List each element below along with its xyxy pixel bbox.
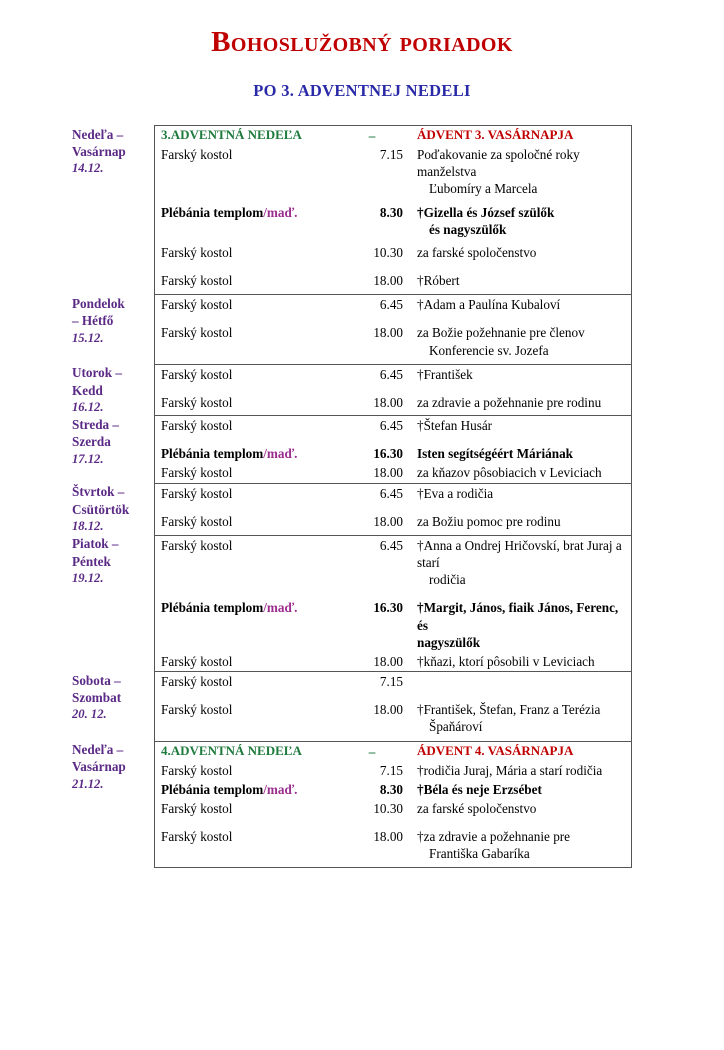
event-place xyxy=(155,444,339,463)
day-name-sk: Streda – xyxy=(72,416,120,432)
spacer xyxy=(155,818,631,827)
event-intention-line1: †Margit, János, fiaik János, Ferenc, és xyxy=(417,600,619,633)
day-date: 20. 12. xyxy=(72,707,107,722)
day-events-cell xyxy=(155,416,632,483)
table-row xyxy=(72,416,632,483)
event-intention-line2: nagyszülők xyxy=(417,634,481,650)
day-date: 17.12. xyxy=(72,451,104,466)
events-table xyxy=(155,416,631,482)
event-intention xyxy=(411,598,631,651)
event-intention: †Róbert xyxy=(417,273,460,289)
events-table xyxy=(155,536,631,671)
event-place-text: Plébánia templom xyxy=(161,204,264,220)
event-place: Farský kostol xyxy=(161,147,233,163)
event-time: 18.00 xyxy=(373,702,403,718)
event-time: 16.30 xyxy=(373,600,403,616)
day-events-cell xyxy=(155,535,632,671)
events-table xyxy=(155,365,631,412)
day-date: 18.12. xyxy=(72,518,104,533)
event-row xyxy=(155,145,631,198)
event-row xyxy=(155,536,631,589)
event-time: 6.45 xyxy=(379,366,403,382)
event-place: Farský kostol xyxy=(161,325,233,341)
day-name-hu: Kedd xyxy=(72,382,103,398)
event-time: 16.30 xyxy=(373,446,403,462)
day-label-cell xyxy=(72,364,155,415)
day-name-sk: Štvrtok – xyxy=(72,484,125,500)
event-intention-line1: za Božie požehnanie pre členov xyxy=(417,325,585,341)
day-label-cell xyxy=(72,483,155,535)
document-page xyxy=(0,26,724,1050)
spacer xyxy=(155,503,631,512)
day-name-sk: Piatok – xyxy=(72,536,119,552)
table-row xyxy=(72,535,632,671)
day-events-cell xyxy=(155,741,632,868)
event-row xyxy=(155,365,631,384)
event-intention-line1: †Anna a Ondrej Hričovskí, brat Juraj a starí xyxy=(417,537,622,571)
day-date: 16.12. xyxy=(72,400,104,415)
event-place: Farský kostol xyxy=(161,418,233,434)
event-time: 8.30 xyxy=(379,781,403,797)
event-intention: za kňazov pôsobiacich v Leviciach xyxy=(417,465,602,481)
event-time: 7.15 xyxy=(379,762,403,778)
event-time: 18.00 xyxy=(373,513,403,529)
event-time: 7.15 xyxy=(379,674,403,690)
spacer xyxy=(155,360,631,364)
event-intention: †Adam a Paulína Kubaloví xyxy=(417,297,561,313)
spacer-row xyxy=(155,360,631,364)
day-label-cell xyxy=(72,416,155,483)
event-intention xyxy=(411,672,631,691)
event-row xyxy=(155,416,631,435)
event-time: 18.00 xyxy=(373,829,403,845)
page-title: Bohoslužobný poriadok xyxy=(211,26,513,58)
event-intention: Isten segítségéért Máriának xyxy=(417,446,574,462)
day-date: 19.12. xyxy=(72,571,104,586)
spacer-row xyxy=(155,384,631,393)
spacer-row xyxy=(155,863,631,867)
spacer xyxy=(155,314,631,323)
schedule-container xyxy=(0,125,724,868)
event-intention: za zdravie a požehnanie pre rodinu xyxy=(417,394,602,410)
day-name-hu: Vasárnap xyxy=(72,759,126,775)
spacer-row xyxy=(155,290,631,294)
spacer-row xyxy=(155,818,631,827)
event-place: Farský kostol xyxy=(161,800,233,816)
feast-name-sk: 4.ADVENTNÁ NEDEĽA xyxy=(161,742,302,758)
day-events-cell xyxy=(155,126,632,295)
event-place-lang: /maď. xyxy=(263,600,298,616)
spacer-row xyxy=(155,691,631,700)
events-table xyxy=(155,295,631,363)
day-events-cell xyxy=(155,672,632,741)
event-intention-line2: rodičia xyxy=(429,572,466,588)
spacer-row xyxy=(155,314,631,323)
event-place: Farský kostol xyxy=(161,366,233,382)
event-intention-line1: Poďakovanie za spoločné roky manželstva xyxy=(417,147,580,180)
feast-header-row xyxy=(155,742,631,761)
feast-header-row xyxy=(155,126,631,145)
spacer-row xyxy=(155,262,631,271)
event-place xyxy=(155,203,339,239)
spacer xyxy=(155,384,631,393)
day-label-cell xyxy=(72,126,155,295)
event-intention: †Štefan Husár xyxy=(417,418,493,434)
day-date: 21.12. xyxy=(72,776,104,791)
day-name-sk: Nedeľa – xyxy=(72,126,124,142)
event-place: Farský kostol xyxy=(161,537,233,553)
day-name-hu: Szerda xyxy=(72,434,111,450)
event-row xyxy=(155,393,631,412)
day-name-sk: Utorok – xyxy=(72,365,122,381)
feast-dash: – xyxy=(368,128,376,143)
event-place-lang: /maď. xyxy=(263,446,298,462)
event-row xyxy=(155,203,631,239)
spacer xyxy=(155,435,631,444)
event-intention-line2: Františka Gabaríka xyxy=(429,846,530,862)
event-row xyxy=(155,243,631,262)
feast-name-hu: ÁDVENT 3. VASÁRNAPJA xyxy=(417,127,574,142)
event-place-lang: /maď. xyxy=(263,204,298,220)
event-place-text: Plébánia templom xyxy=(161,446,264,462)
event-row xyxy=(155,761,631,780)
events-table xyxy=(155,484,631,535)
event-time: 6.45 xyxy=(379,418,403,434)
day-name-sk: Sobota – xyxy=(72,672,121,688)
table-row xyxy=(72,364,632,415)
table-row xyxy=(72,741,632,868)
event-row xyxy=(155,799,631,818)
spacer xyxy=(155,863,631,867)
event-place: Farský kostol xyxy=(161,244,233,260)
event-time: 6.45 xyxy=(379,537,403,553)
event-place: Farský kostol xyxy=(161,702,233,718)
event-place xyxy=(155,598,339,651)
events-table xyxy=(155,742,631,868)
event-time: 10.30 xyxy=(373,244,403,260)
table-row xyxy=(72,672,632,741)
feast-name-sk: 3.ADVENTNÁ NEDEĽA xyxy=(161,127,302,142)
event-intention: †František xyxy=(417,366,473,382)
spacer xyxy=(155,737,631,741)
event-intention xyxy=(411,323,631,359)
event-time: 6.45 xyxy=(379,485,403,501)
event-place xyxy=(155,780,339,799)
event-row xyxy=(155,323,631,359)
event-place: Farský kostol xyxy=(161,513,233,529)
event-time: 8.30 xyxy=(379,204,403,220)
event-time: 18.00 xyxy=(373,653,403,669)
event-intention-line2: Špaňároví xyxy=(429,719,483,735)
day-name-sk: Nedeľa – xyxy=(72,742,124,758)
event-row xyxy=(155,484,631,503)
spacer-row xyxy=(155,589,631,598)
day-name-hu: Csütörtök xyxy=(72,501,130,517)
spacer-row xyxy=(155,531,631,535)
event-row xyxy=(155,827,631,863)
event-row xyxy=(155,295,631,314)
event-intention xyxy=(411,536,631,589)
day-events-cell xyxy=(155,364,632,415)
day-name-hu: Szombat xyxy=(72,689,122,705)
event-intention: †Béla és neje Erzsébet xyxy=(417,781,542,797)
spacer xyxy=(155,290,631,294)
events-table xyxy=(155,126,631,294)
day-name-hu: – Hétfő xyxy=(72,313,114,329)
day-events-cell xyxy=(155,295,632,364)
day-date: 14.12. xyxy=(72,161,104,176)
day-name-hu: Vasárnap xyxy=(72,143,126,159)
event-row xyxy=(155,512,631,531)
event-intention xyxy=(411,203,631,239)
event-place: Farský kostol xyxy=(161,762,233,778)
event-time: 18.00 xyxy=(373,273,403,289)
page-subtitle: PO 3. ADVENTNEJ NEDELI xyxy=(253,81,471,100)
table-row xyxy=(72,295,632,364)
event-intention-line2: Konferencie sv. Jozefa xyxy=(429,342,549,358)
event-place-text: Plébánia templom xyxy=(161,781,264,797)
table-row xyxy=(72,483,632,535)
feast-name-hu: ÁDVENT 4. VASÁRNAPJA xyxy=(417,742,574,758)
day-name-sk: Pondelok xyxy=(72,295,125,311)
event-intention: †kňazi, ktorí pôsobili v Leviciach xyxy=(417,653,595,669)
event-place: Farský kostol xyxy=(161,674,233,690)
event-place: Farský kostol xyxy=(161,394,233,410)
event-place-lang: /maď. xyxy=(263,781,298,797)
event-intention xyxy=(411,700,631,736)
spacer-row xyxy=(155,737,631,741)
event-time: 18.00 xyxy=(373,325,403,341)
spacer xyxy=(155,589,631,598)
event-row xyxy=(155,444,631,463)
event-place: Farský kostol xyxy=(161,273,233,289)
event-time: 6.45 xyxy=(379,297,403,313)
event-intention xyxy=(411,827,631,863)
events-table xyxy=(155,672,631,740)
event-row xyxy=(155,271,631,290)
event-intention-line1: †za zdravie a požehnanie pre xyxy=(417,829,571,845)
event-place: Farský kostol xyxy=(161,829,233,845)
event-intention-line2: Ľubomíry a Marcela xyxy=(429,181,538,197)
event-place: Farský kostol xyxy=(161,653,233,669)
table-row xyxy=(72,126,632,295)
event-row xyxy=(155,700,631,736)
day-label-cell xyxy=(72,295,155,364)
event-intention: za farské spoločenstvo xyxy=(417,244,537,260)
day-label-cell xyxy=(72,672,155,741)
event-time: 18.00 xyxy=(373,465,403,481)
event-row xyxy=(155,780,631,799)
event-time: 10.30 xyxy=(373,800,403,816)
event-time: 7.15 xyxy=(379,147,403,163)
event-row xyxy=(155,598,631,651)
feast-dash: – xyxy=(368,743,376,759)
event-row xyxy=(155,672,631,691)
event-intention: †rodičia Juraj, Mária a starí rodičia xyxy=(417,762,603,778)
day-date: 15.12. xyxy=(72,330,104,345)
spacer xyxy=(155,691,631,700)
day-events-cell xyxy=(155,483,632,535)
event-intention-line1: †František, Štefan, Franz a Terézia xyxy=(417,702,601,718)
event-intention-line1: †Gizella és József szülők xyxy=(417,204,555,220)
event-place: Farský kostol xyxy=(161,297,233,313)
event-intention: †Eva a rodičia xyxy=(417,485,494,501)
day-label-cell xyxy=(72,535,155,671)
event-place: Farský kostol xyxy=(161,485,233,501)
event-row xyxy=(155,652,631,671)
spacer xyxy=(155,262,631,271)
event-intention: za farské spoločenstvo xyxy=(417,800,537,816)
event-intention xyxy=(411,145,631,198)
spacer-row xyxy=(155,503,631,512)
event-intention-line2: és nagyszülők xyxy=(429,221,507,237)
event-row xyxy=(155,463,631,482)
spacer-row xyxy=(155,435,631,444)
day-label-cell xyxy=(72,741,155,868)
event-intention: za Božiu pomoc pre rodinu xyxy=(417,513,561,529)
event-place-text: Plébánia templom xyxy=(161,600,264,616)
event-place: Farský kostol xyxy=(161,465,233,481)
spacer xyxy=(155,531,631,535)
schedule-table xyxy=(72,125,632,868)
day-name-hu: Péntek xyxy=(72,553,111,569)
event-time: 18.00 xyxy=(373,394,403,410)
schedule-body xyxy=(72,126,632,868)
